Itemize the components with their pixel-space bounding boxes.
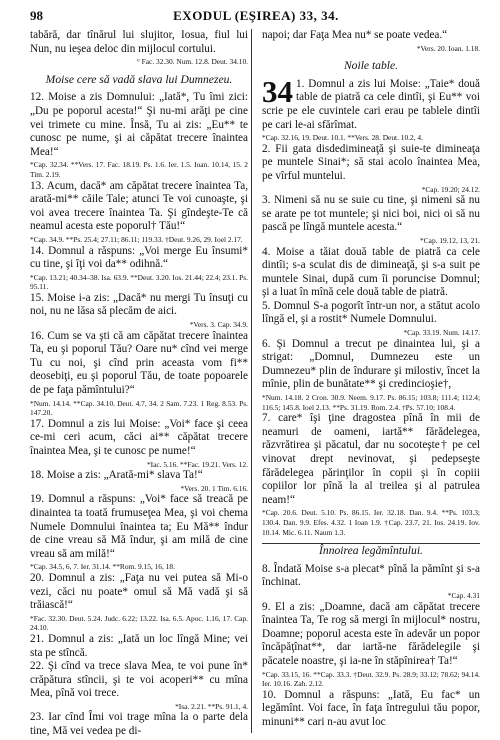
verse-paragraph: 10. Domnul a răspuns: „Iată, Eu fac* un legămînt. Voi face, în faţa întregului tău popor, minuni** cari n-au avut loc xyxy=(262,688,480,728)
cross-reference: *Cap. 20.6. Deut. 5.10. Ps. 86.15. Ier. 32.18. Dan. 9.4. **Ps. 103.3; 130.4. Dan. 9.9. Efes. 4.32. 1 Ioan 1.9. †Cap. 23.7, 21. Ios. 24.19. Iov. 10.14. Mic. 6.11. Naum 1.3. xyxy=(262,508,480,537)
cross-reference: *Cap. 13.21; 40.34–38. Isa. 63.9. **Deut. 3.20. Ios. 21.44; 22.4; 23.1. Ps. 95.11. xyxy=(30,272,248,292)
verse-paragraph: tabără, dar tînărul lui slujitor, Iosua, fiul lui Nun, nu ieşea deloc din mijlocul cortului. xyxy=(30,29,248,55)
verse-paragraph: 7. care* îşi ţine dragostea pînă în mii de neamuri de oameni, iartă** fărădelegea, răzvrătirea şi păcatul, dar nu socoteşte† pe cel vinovat drept nevinovat, şi pedepseşte fărădelegea părinţilor în copii şi în copiii copiilor lor pînă la al treilea şi al patrulea neam!“ xyxy=(262,412,480,506)
cross-reference: *Cap. 19.12, 13, 21. xyxy=(420,235,480,245)
verse-paragraph: 8. Îndată Moise s-a plecat* pînă la pămînt şi s-a închinat. xyxy=(262,562,480,589)
section-heading: Înnoirea legămîntului. xyxy=(262,543,480,558)
verse-paragraph: 17. Domnul a zis lui Moise: „Voi* face şi ceea ce-mi ceri acum, căci ai** căpătat trecere înaintea Mea, şi te cunosc pe nume!“ xyxy=(30,417,248,457)
running-header xyxy=(30,8,482,26)
cross-reference: *Cap. 19.20; 24.12. xyxy=(421,184,480,194)
cross-reference: *Cap. 34.9. **Ps. 25.4; 27.11; 86.11; 119.33. †Deut. 9.26, 29. Ioel 2.17. xyxy=(30,234,243,244)
verse-paragraph: 22. Şi cînd va trece slava Mea, te voi pune în* crăpătura stîncii, şi te voi acoperi** cu mîna Mea, pînă voi trece. xyxy=(30,660,248,700)
cross-reference: *Num. 14.14. **Cap. 34.10. Deut. 4.7, 34. 2 Sam. 7.23. 1 Reg. 8.53. Ps. 147.20. xyxy=(30,398,248,418)
chapter-opening-verse xyxy=(262,73,480,132)
cross-reference: *Cap. 32.34. **Vers. 17. Fac. 18.19. Ps. 1.6. Ier. 1.5. Ioan. 10.14, 15. 2 Tim. 2.19. xyxy=(30,160,248,179)
cross-reference: *Num. 14.18. 2 Cron. 30.9. Neem. 9.17. Ps. 86.15; 103.8; 111.4; 112.4; 116.5; 145.8. Ioel 2.13. **Ps. 31.19. Rom. 2.4. †Ps. 57.10; 108.4. xyxy=(262,393,480,412)
left-column xyxy=(30,29,248,739)
chapter-number: 34 xyxy=(262,73,293,109)
verse-paragraph: 12. Moise a zis Domnului: „Iată*, Tu îmi zici: „Du pe poporul acesta!“ Şi nu-mi arăţi pe cine vei trimete cu mine. Însă, Tu ai zis: „Eu** te cunosc pe nume, şi ai căpătat trecere înaintea Mea!“ xyxy=(30,91,248,158)
verse-paragraph: 14. Domnul a răspuns: „Voi merge Eu însumi* cu tine, şi îţi voi da** odihnă.“ xyxy=(30,244,248,271)
cross-reference: *Cap. 33.15, 16. **Cap. 33.3. †Deut. 32.9. Ps. 28.9; 33.12; 78.62; 94.14. Ier. 10.16. Zah. 2.12. xyxy=(262,669,480,689)
cross-reference: *Vers. 3. Cap. 34.9. xyxy=(189,320,248,330)
cross-reference: *Cap. 32.16, 19. Deut. 10.1. **Vers. 28. Deut. 10.2, 4. xyxy=(262,133,423,143)
page-number: 98 xyxy=(30,8,43,23)
verse-paragraph: 15. Moise i-a zis: „Dacă* nu mergi Tu însuţi cu noi, nu ne lăsa să plecăm de aici. xyxy=(30,291,248,318)
cross-reference: *Cap. 4.31 xyxy=(447,590,480,600)
verse-paragraph: 3. Nimeni să nu se suie cu tine, şi nimeni să nu se arate pe tot muntele; şi nici boi, nici oi să nu pască pe lîngă muntele acesta.“ xyxy=(262,194,480,234)
cross-reference: *Isa. 2.21. **Ps. 91.1, 4. xyxy=(175,701,248,711)
verse-paragraph: 21. Domnul a zis: „Iată un loc lîngă Mine; vei sta pe stîncă. xyxy=(30,632,248,659)
right-column xyxy=(262,29,480,729)
verse-paragraph: 2. Fii gata disdedimineaţă şi suie-te dimineaţa pe muntele Sinai*; să stai acolo înaintea Mea, pe vîrful muntelui. xyxy=(262,142,480,182)
cross-reference: *Fac. 32.30. Deut. 5.24. Judc. 6.22; 13.22. Isa. 6.5. Apoc. 1.16, 17. Cap. 24.10. xyxy=(30,613,248,633)
section-heading: Moise cere să vadă slava lui Dumnezeu. xyxy=(45,72,233,86)
cross-reference: *Cap. 34.5, 6, 7. Ier. 31.14. **Rom. 9.15, 16, 18. xyxy=(30,562,175,572)
verse-paragraph: 23. Iar cînd Îmi voi trage mîna la o parte dela tine, Mă vei vedea pe di- xyxy=(30,711,248,738)
verse-paragraph: 20. Domnul a zis: „Faţa nu vei putea să Mi-o vezi, căci nu poate* omul să Mă vadă şi să trăiască!“ xyxy=(30,571,248,612)
cross-reference: *Vers. 20. Ioan. 1.18. xyxy=(416,43,480,53)
verse-paragraph: 13. Acum, dacă* am căpătat trecere înaintea Ta, arată-mi** căile Tale; atunci Te voi cunoaşte, şi voi avea trecere înaintea Ta. Şi gîndeşte-Te că neamul acesta este poporul† Tău!“ xyxy=(30,179,248,233)
cross-reference: *Cap. 33.19. Num. 14.17. xyxy=(403,328,480,338)
verse-paragraph: 19. Domnul a răspuns: „Voi* face să treacă pe dinaintea ta toată frumuseţea Mea, şi voi chema Numele Domnului înaintea ta; Eu Mă** îndur de cine vreau să Mă îndur, şi am milă de cine vreau să am milă!“ xyxy=(30,493,248,560)
verse-paragraph: 5. Domnul S-a pogorît într-un nor, a stătut acolo lîngă el, şi a rostit* Numele Domnului. xyxy=(262,299,480,326)
verse-paragraph: 4. Moise a tăiat două table de piatră ca cele dintîi; s-a sculat dis de dimineaţă, şi s-a suit pe muntele Sinai, după cum îi poruncise Domnul; şi a luat în mînă cele două table de piatră. xyxy=(262,245,480,299)
verse-text: 1. Domnul a zis lui Moise: „Taie* două table de piatră ca cele dintîi, şi Eu** voi scrie pe ele cuvintele cari erau pe tablele dintîi pe cari le-ai sfărîmat. xyxy=(262,77,480,131)
column-divider xyxy=(251,29,252,733)
cross-reference: ° Fac. 32.30. Num. 12.8. Deut. 34.10. xyxy=(136,57,248,67)
running-title: EXODUL (EŞIREA) 33, 34. xyxy=(173,8,339,23)
verse-paragraph: 16. Cum se va şti că am căpătat trecere înaintea Ta, eu şi poporul Tău? Oare nu* cînd vei merge Tu cu noi, şi cînd prin aceasta vom fi** deosebiţi, eu şi poporul Tău, de toate popoarele de pe faţa pămîntului?“ xyxy=(30,329,248,397)
section-heading: Noile table. xyxy=(343,59,399,73)
cross-reference: *Vers. 20. 1 Tim. 6.16. xyxy=(180,483,248,493)
verse-paragraph: napoi; dar Faţa Mea nu* se poate vedea.“ xyxy=(262,29,448,41)
verse-paragraph: 9. El a zis: „Doamne, dacă am căpătat trecere înaintea Ta, Te rog să mergi în mijlocul* nostru, Doamne; poporul acesta este în adevăr un popor încăpăţînat**, dar iartă-ne fărădelegile şi păcatele noastre, şi ia-ne în stăpînirea† Ta!“ xyxy=(262,600,480,667)
verse-paragraph: 18. Moise a zis: „Arată-mi* slava Ta!“ xyxy=(30,469,203,482)
verse-paragraph: 6. Şi Domnul a trecut pe dinaintea lui, şi a strigat: „Domnul, Dumnezeu este un Dumnezeu* plin de îndurare şi milostiv, încet la mînie, plin de bunătate** şi credincioşie†, xyxy=(262,337,480,391)
cross-reference: *Iac. 5.16. **Fac. 19.21. Vers. 12. xyxy=(146,459,248,469)
